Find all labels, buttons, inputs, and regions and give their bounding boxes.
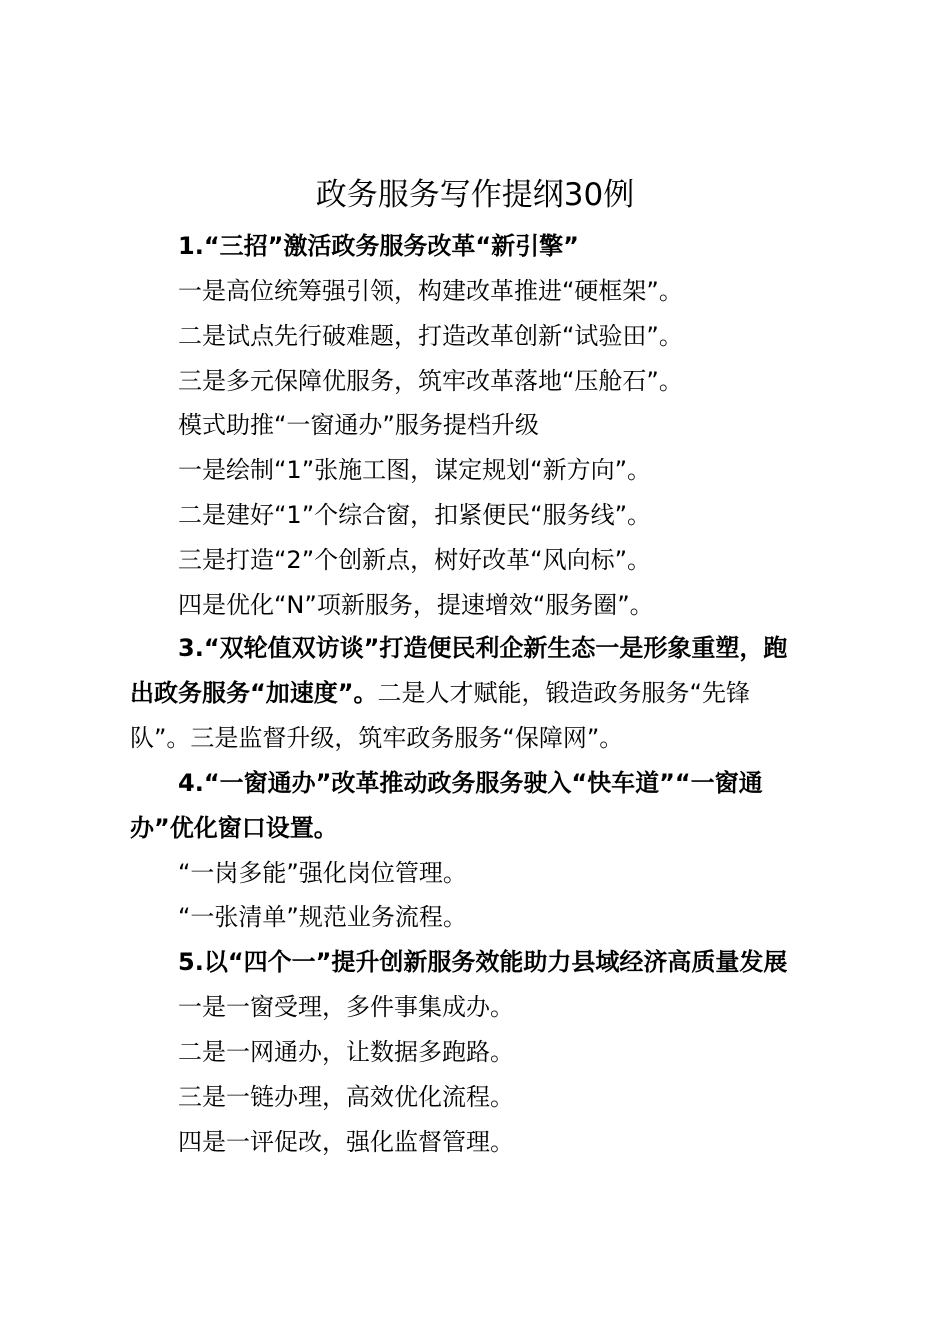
section-1-item-1: 一是高位统筹强引领，构建改革推进“硬框架”。 — [178, 277, 683, 305]
section-2-heading: 模式助推“一窗通办”服务提档升级 — [178, 411, 539, 439]
document-title: 政务服务写作提纲30例 — [315, 177, 635, 213]
section-3-heading-end: 出政务服务“加速度”。 — [130, 679, 378, 707]
section-4-item-1: “一岗多能”强化岗位管理。 — [178, 859, 467, 887]
section-4-heading-line-2: 办”优化窗口设置。 — [130, 814, 338, 842]
section-4-heading — [130, 761, 830, 851]
section-1-item-2: 二是试点先行破难题，打造改革创新“试验田”。 — [178, 322, 683, 350]
section-2-item-1: 一是绘制“1”张施工图，谋定规划“新方向”。 — [178, 456, 652, 484]
section-3-point-3: 队”。三是监督升级，筑牢政务服务“保障网”。 — [130, 724, 624, 752]
section-4-heading-line-1: 4.“一窗通办”改革推动政务服务驶入“快车道”“一窗通 — [178, 769, 763, 797]
section-2-item-2: 二是建好“1”个综合窗，扣紧便民“服务线”。 — [178, 501, 652, 529]
section-5-item-4: 四是一评促改，强化监督管理。 — [178, 1128, 514, 1156]
section-2-item-4: 四是优化“N”项新服务，提速增效“服务圈”。 — [178, 591, 654, 619]
section-3-heading: 3.“双轮值双访谈”打造便民利企新生态一是形象重塑，跑 — [178, 634, 788, 662]
section-3-paragraph — [130, 626, 830, 761]
section-3-line-2 — [130, 671, 830, 716]
section-1-heading: 1.“三招”激活政务服务改革“新引擎” — [178, 232, 579, 260]
section-2-item-3: 三是打造“2”个创新点，树好改革“风向标”。 — [178, 546, 652, 574]
section-5-item-3: 三是一链办理，高效优化流程。 — [178, 1083, 514, 1111]
section-5-item-1: 一是一窗受理，多件事集成办。 — [178, 993, 514, 1021]
section-5-item-2: 二是一网通办，让数据多跑路。 — [178, 1038, 514, 1066]
section-1-item-3: 三是多元保障优服务，筑牢改革落地“压舱石”。 — [178, 367, 683, 395]
section-4-item-2: “一张清单”规范业务流程。 — [178, 903, 467, 931]
section-3-point-2: 二是人才赋能，锻造政务服务“先锋 — [377, 679, 750, 707]
section-5-heading: 5.以“四个一”提升创新服务效能助力县域经济高质量发展 — [178, 948, 788, 976]
